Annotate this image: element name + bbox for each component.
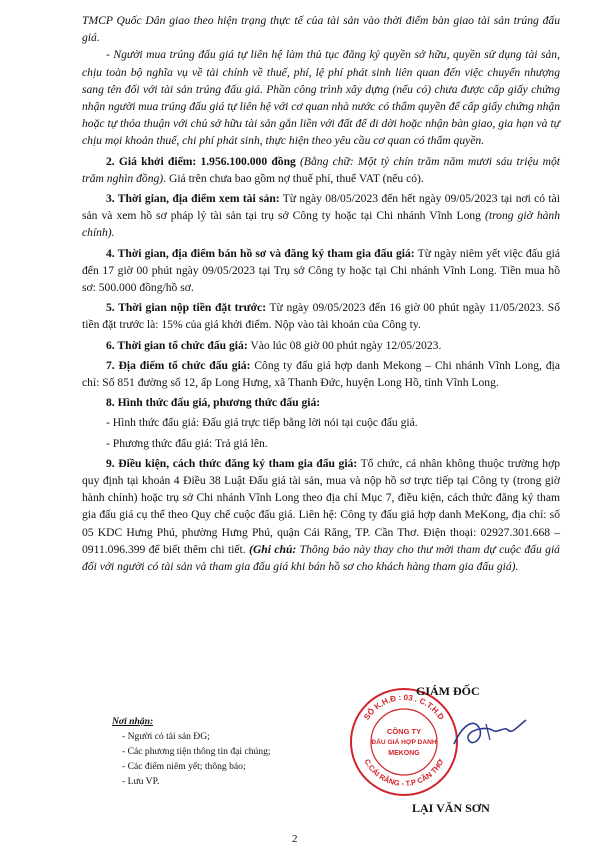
signature-title: GIÁM ĐỐC bbox=[416, 684, 480, 698]
paragraph-text: (trong giờ hành chính). bbox=[82, 209, 561, 240]
paragraph bbox=[82, 394, 560, 411]
paragraph-text: Từ ngày niêm yết việc đấu giá đến 17 giờ 00 phút ngày 09/05/2023 tại Trụ sở Công ty hoặc tại Chi nhánh Vĩnh Long. Tiền mua hồ sơ: 500.000 đồng/hồ sơ. bbox=[82, 246, 560, 295]
paragraph bbox=[82, 357, 560, 391]
paragraph-text: Từ ngày 08/05/2023 đến hết ngày 09/05/2023 tại nơi có tài sản và xem hồ sơ pháp lý tài sản tại trụ sở Công ty hoặc tại Chi nhánh Vĩnh Long bbox=[82, 192, 560, 223]
paragraph-text: 7. Địa điểm tổ chức đấu giá: bbox=[106, 358, 251, 372]
seal-bottom-text: C.CÁI RĂNG - T.P CẦN THƠ bbox=[362, 757, 446, 789]
recipients-title: Nơi nhận: bbox=[112, 716, 154, 727]
signer-name: LẠI VĂN SƠN bbox=[412, 801, 490, 815]
paragraph-text: 5. Thời gian nộp tiền đặt trước: bbox=[106, 301, 267, 315]
recipient-item: - Các phương tiện thông tin đại chúng; bbox=[122, 746, 271, 757]
paragraph-text: Công ty đấu giá hợp danh Mekong – Chi nhánh Vĩnh Long, địa chỉ: Số 851 đường số 12, ấp Long Hưng, xã Thanh Đức, huyện Long Hồ, tỉnh Vĩnh Long. bbox=[82, 358, 560, 390]
paragraph bbox=[82, 190, 560, 242]
recipients-block bbox=[112, 714, 342, 789]
paragraph bbox=[82, 455, 560, 575]
paragraph bbox=[82, 299, 560, 333]
handwritten-signature bbox=[446, 700, 546, 760]
paragraph-text: . Giá trên chưa bao gồm nợ thuế phí, thuế VAT (nếu có). bbox=[163, 171, 424, 185]
paragraph-text: 6. Thời gian tổ chức đấu giá: bbox=[106, 338, 248, 352]
seal-line-3: MEKONG bbox=[388, 750, 420, 757]
paragraph-text: 8. Hình thức đấu giá, phương thức đấu giá: bbox=[106, 396, 321, 410]
recipient-item: - Lưu VP. bbox=[122, 776, 160, 787]
document-body bbox=[82, 12, 560, 575]
recipient-item: - Các điểm niêm yết; thông báo; bbox=[122, 761, 246, 772]
paragraph-text: (Bằng chữ: Một tỷ chín trăm năm mươi sáu triệu một trăm nghìn đồng) bbox=[82, 154, 560, 185]
paragraph bbox=[82, 12, 560, 46]
paragraph-text: TMCP Quốc Dân giao theo hiện trạng thực tế của tài sản vào thời điểm bàn giao tài sản trúng đấu giá. bbox=[82, 14, 560, 45]
paragraph-text: Tổ chức, cá nhân không thuộc trường hợp quy định tại khoản 4 Điều 38 Luật Đấu giá tài sản, mua và nộp hồ sơ trực tiếp tại Công ty (trong giờ hành chính) hoặc trụ sở Chi nhánh Vĩnh Long theo địa chỉ Mục 7, điều kiện, cách thức đăng ký tham gia đấu giá cụ thể theo Quy chế cuộc đấu giá. Liên hệ: Công ty đấu giá hợp danh MeKong, địa chỉ: số 05 KDC Hưng Phú, phường Hưng Phú, quận Cái Răng, TP. Cần Thơ. Điện thoại: 02927.301.668 – 0911.096.399 để biết thêm chi tiết. bbox=[82, 456, 560, 556]
paragraph bbox=[82, 414, 560, 431]
paragraph-text: 3. Thời gian, địa điểm xem tài sản: bbox=[106, 192, 280, 206]
paragraph bbox=[82, 153, 560, 187]
paragraph-text: 2. Giá khởi điểm: 1.956.100.000 đồng bbox=[106, 154, 296, 168]
paragraph-text: - Người mua trúng đấu giá tự liên hệ làm thủ tục đăng ký quyền sở hữu, quyền sử dụng tài sản, chịu toàn bộ nghĩa vụ về tài chính về thuế, phí, lệ phí phát sinh liên quan đến việc chuyển nhượng sang tên đối với tài sản trúng đấu giá. Phần công trình xây dựng (nếu có) chưa được cấp giấy chứng nhận người mua trúng đấu giá tự liên hệ với cơ quan nhà nước có thẩm quyền để cấp giấy chứng nhận hoặc tự thỏa thuận với chủ sở hữu tài sản gắn liền với đất để di dời hoặc nhận bàn giao, gia hạn và tự chịu mọi khoản thuế, chi phí phát sinh, thực hiện theo yêu cầu cơ quan có thẩm quyền. bbox=[82, 48, 560, 148]
seal-line-2: ĐẤU GIÁ HỢP DANH bbox=[371, 739, 437, 746]
page-number: 2 bbox=[292, 833, 298, 845]
paragraph-text: (Ghi chú: bbox=[249, 542, 297, 556]
seal-line-1: CÔNG TY bbox=[386, 727, 422, 736]
paragraph-text: Thông báo này thay cho thư mời tham dự cuộc đấu giá đối với người có tài sản và tham gia đấu giá khi bán hồ sơ cho khách hàng tham gia đấu giá). bbox=[82, 542, 560, 574]
paragraph bbox=[82, 245, 560, 297]
paragraph bbox=[82, 337, 560, 354]
recipient-item: - Người có tài sản ĐG; bbox=[122, 731, 210, 742]
paragraph-text: 4. Thời gian, địa điểm bán hồ sơ và đăng ký tham gia đấu giá: bbox=[106, 246, 415, 260]
paragraph bbox=[82, 46, 560, 149]
paragraph-text: 9. Điều kiện, cách thức đăng ký tham gia đấu giá: bbox=[106, 456, 358, 470]
paragraph-text: Từ ngày 09/05/2023 đến 16 giờ 00 phút ngày 11/05/2023. Số tiền đặt trước là: 15% của giá khởi điểm. Nộp vào tài khoản của Công ty. bbox=[82, 301, 560, 332]
paragraph-text: - Phương thức đấu giá: Trả giá lên. bbox=[106, 436, 268, 450]
paragraph-text: - Hình thức đấu giá: Đấu giá trực tiếp bằng lời nói tại cuộc đấu giá. bbox=[106, 416, 418, 430]
company-seal bbox=[348, 686, 460, 798]
seal-top-text: SỐ K.H.Đ : 03 . C.T.H.D bbox=[362, 692, 446, 722]
paragraph-text: Vào lúc 08 giờ 00 phút ngày 12/05/2023. bbox=[247, 338, 442, 352]
paragraph bbox=[82, 435, 560, 452]
